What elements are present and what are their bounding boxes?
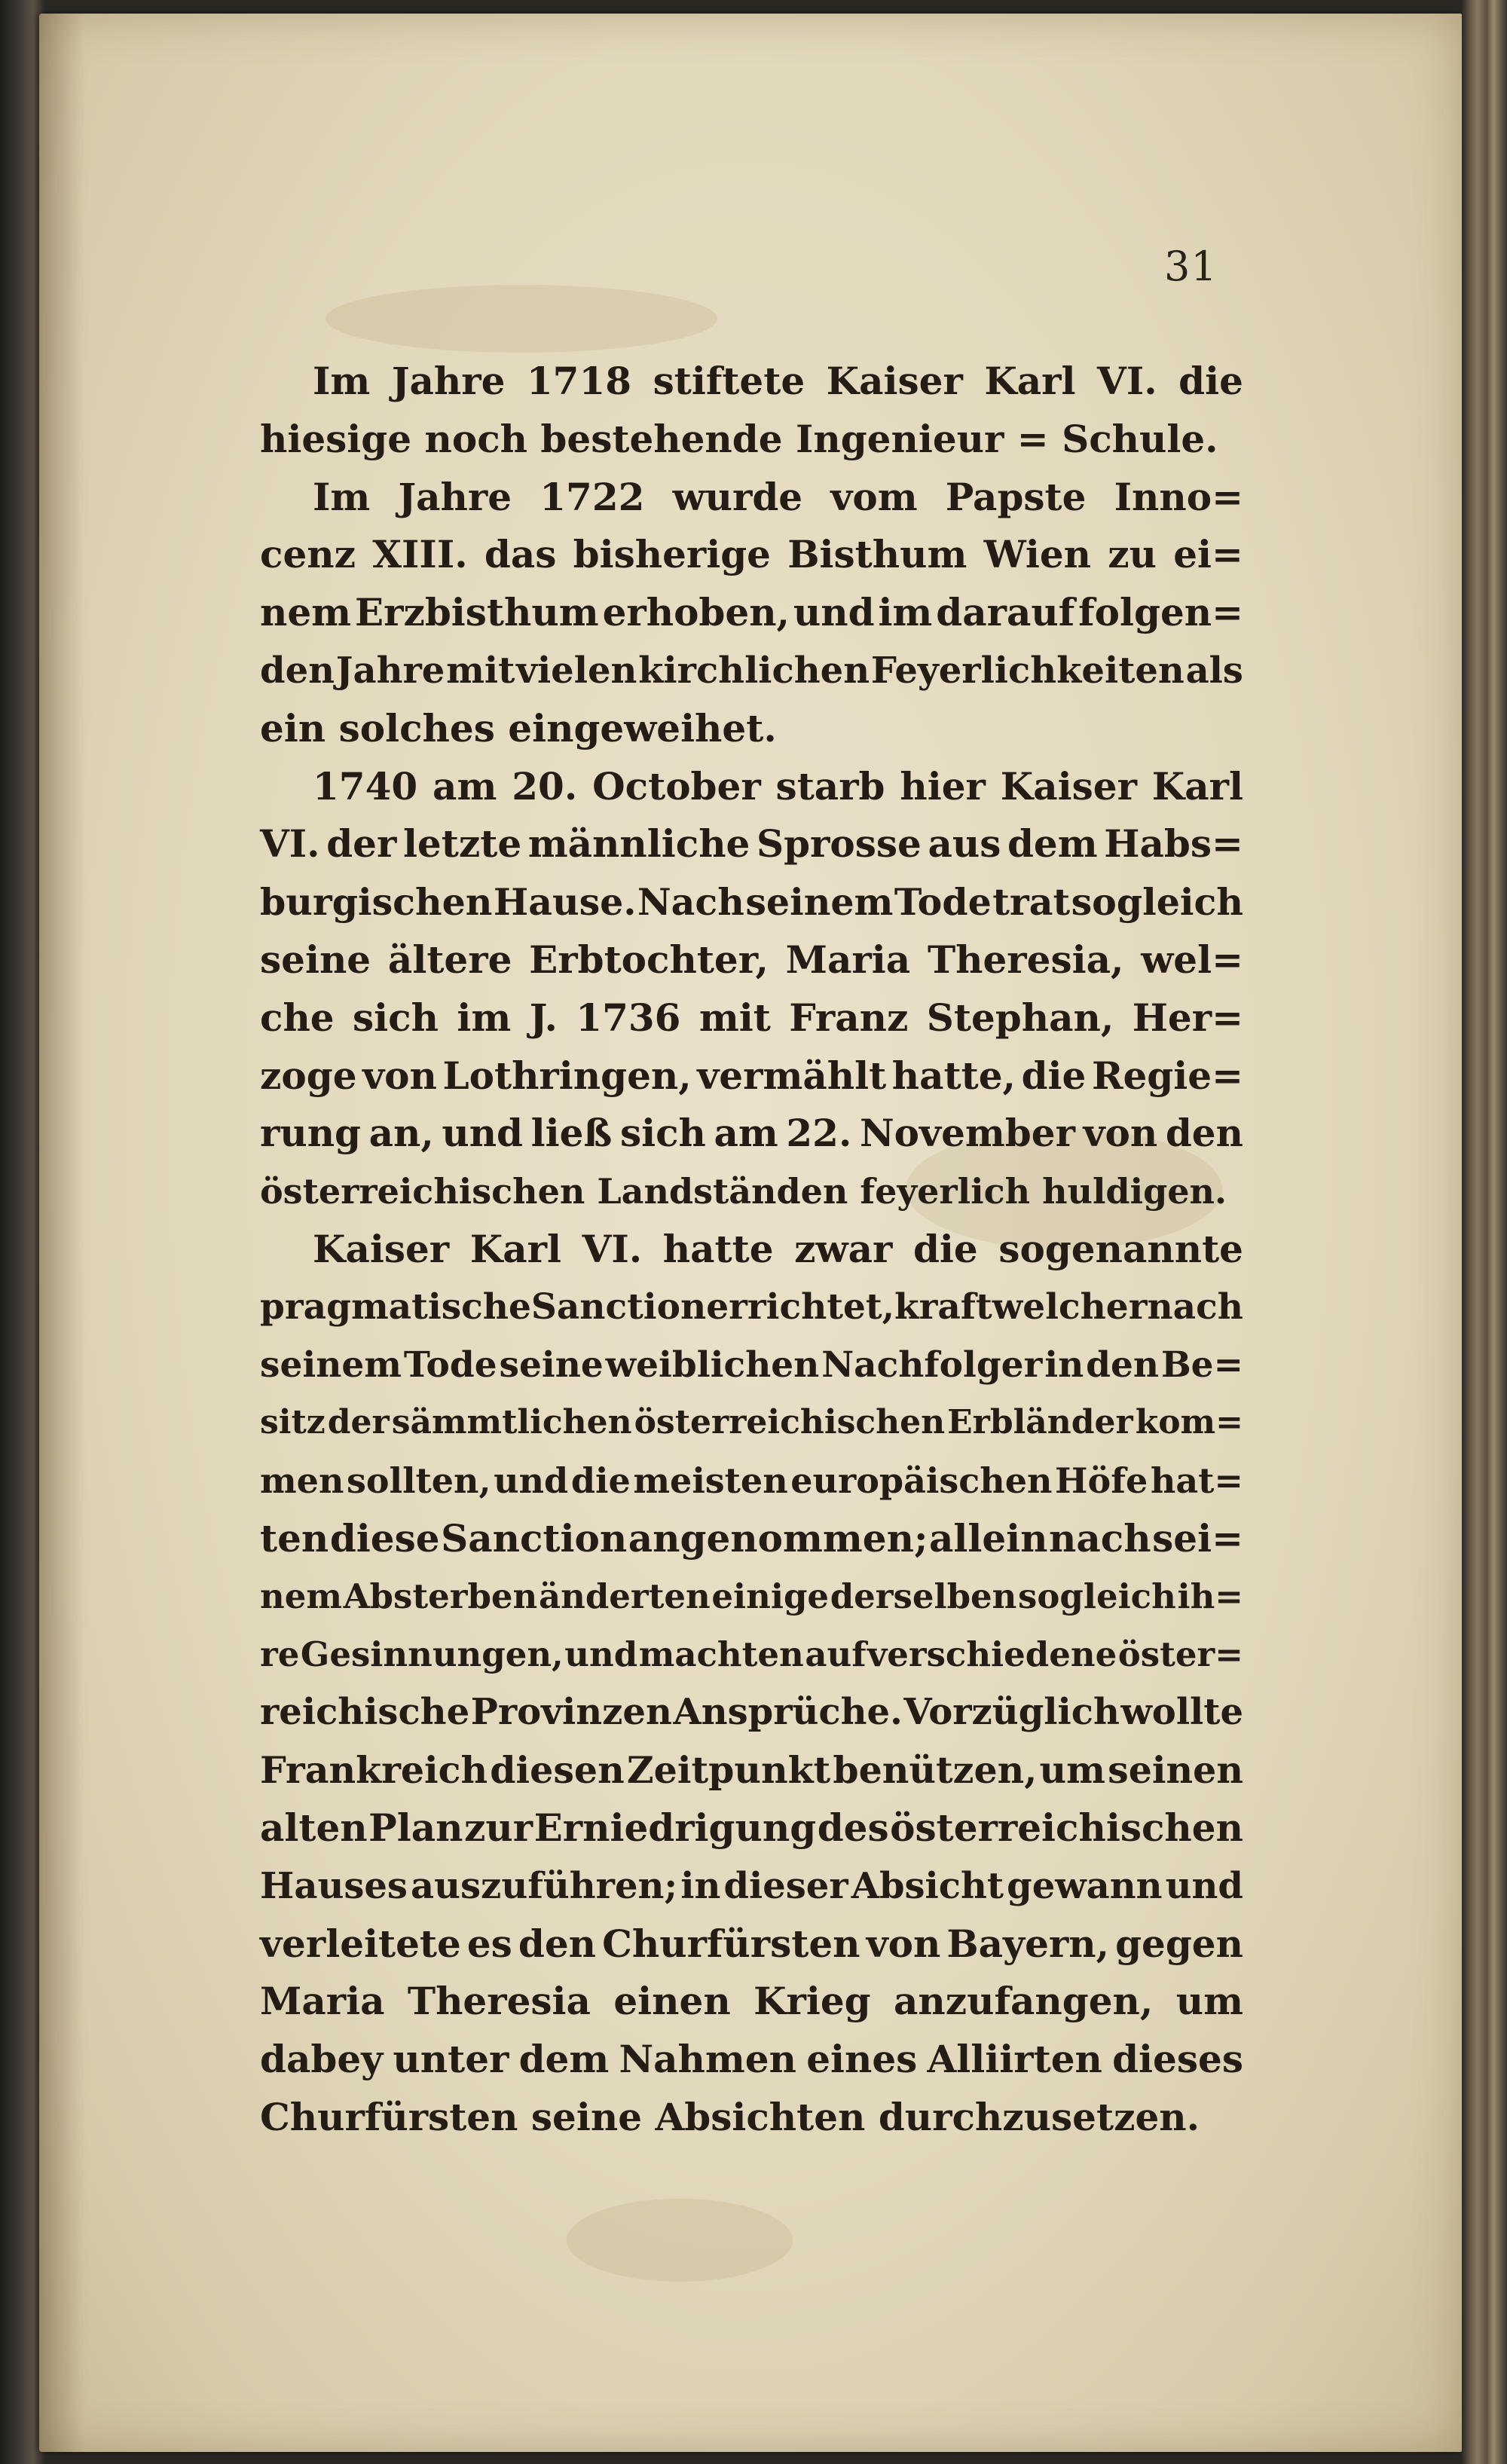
word: = xyxy=(1016,416,1049,461)
word: Frankreich xyxy=(260,1748,488,1793)
word: stiftete xyxy=(653,359,805,403)
text-line xyxy=(260,1279,1243,1337)
word: an, xyxy=(368,1111,434,1156)
word: unter xyxy=(393,2037,509,2082)
word: die xyxy=(912,1226,978,1271)
word: Erniedrigung xyxy=(533,1805,817,1850)
word: diesen xyxy=(490,1748,625,1793)
word: Im xyxy=(313,359,371,403)
word: Ansprüche. xyxy=(673,1691,903,1734)
word: Schule. xyxy=(1062,416,1218,461)
text-line xyxy=(260,1626,1243,1684)
text-line xyxy=(260,1973,1243,2031)
word: starb xyxy=(775,763,885,809)
word: seine xyxy=(499,1344,604,1386)
word: Absichten xyxy=(655,2094,866,2139)
word: sogleich xyxy=(1018,1576,1176,1616)
word: einige xyxy=(711,1576,830,1616)
text-line xyxy=(260,700,1243,758)
word: Churfürsten xyxy=(260,2094,518,2139)
word: sollten, xyxy=(347,1460,491,1502)
word: hiesige xyxy=(260,416,412,461)
word: bestehende xyxy=(540,416,783,461)
word: Be= xyxy=(1160,1344,1243,1386)
word: letzte xyxy=(402,821,522,867)
text-line xyxy=(260,815,1243,873)
word: ältere xyxy=(387,937,512,982)
text-line xyxy=(260,1337,1243,1395)
word: österreichischen xyxy=(260,1171,585,1212)
word: vielen xyxy=(516,649,637,692)
word: hat= xyxy=(1150,1460,1243,1502)
text-line xyxy=(260,1163,1243,1221)
word: Sanction xyxy=(530,1285,707,1328)
word: von xyxy=(362,1053,437,1098)
word: 1736 xyxy=(576,995,681,1040)
word: am xyxy=(433,763,497,809)
word: in xyxy=(1044,1344,1084,1386)
word: Absicht xyxy=(851,1864,1004,1907)
word: es xyxy=(466,1921,512,1966)
word: XIII. xyxy=(372,532,468,577)
word: angenommen; xyxy=(628,1515,928,1561)
text-line xyxy=(260,1510,1243,1568)
word: mit xyxy=(698,995,771,1040)
word: Maria xyxy=(785,937,911,982)
word: Karl xyxy=(469,1226,561,1271)
word: kraft xyxy=(894,1285,992,1328)
word: Stephan, xyxy=(926,995,1114,1040)
word: machten xyxy=(638,1634,804,1674)
word: Plan xyxy=(368,1805,463,1850)
word: solches xyxy=(338,705,495,751)
word: zu xyxy=(1108,532,1157,577)
word: nem xyxy=(260,1576,342,1616)
word: und xyxy=(442,1111,524,1156)
word: die xyxy=(570,1460,631,1502)
word: alten xyxy=(260,1805,368,1850)
word: Hause. xyxy=(493,880,637,925)
word: im xyxy=(878,590,933,635)
word: che xyxy=(260,995,335,1040)
word: J. xyxy=(529,995,558,1040)
word: der xyxy=(326,821,397,867)
word: Churfürsten xyxy=(602,1921,860,1966)
word: Sprosse xyxy=(756,821,922,867)
word: den xyxy=(1086,1344,1160,1386)
word: sämmtlichen xyxy=(391,1403,632,1442)
word: Maria xyxy=(260,1979,385,2024)
word: Jahre xyxy=(335,649,445,692)
word: 20. xyxy=(512,763,578,809)
word: rung xyxy=(260,1111,362,1156)
word: dem xyxy=(518,2037,610,2082)
word: Kaiser xyxy=(826,359,963,403)
word: diese xyxy=(329,1515,440,1561)
text-line xyxy=(260,758,1243,816)
word: huldigen. xyxy=(1042,1171,1227,1212)
word: hatte, xyxy=(891,1053,1016,1098)
word: von xyxy=(1083,1111,1158,1156)
word: des xyxy=(817,1805,889,1850)
word: 1740 xyxy=(313,763,418,809)
word: Erbländer xyxy=(947,1403,1133,1442)
word: ten xyxy=(260,1515,329,1561)
word: burgischen xyxy=(260,880,493,925)
word: Habs= xyxy=(1104,821,1243,867)
paper-stain xyxy=(567,2199,793,2282)
word: 1722 xyxy=(540,474,645,519)
word: ei= xyxy=(1173,532,1243,577)
word: Ingenieur xyxy=(795,416,1004,461)
word: aus xyxy=(928,821,1001,867)
word: der xyxy=(327,1403,390,1442)
page-number: 31 xyxy=(1164,243,1218,290)
text-line xyxy=(260,989,1243,1047)
text-line xyxy=(260,2089,1243,2147)
word: durchzusetzen. xyxy=(878,2094,1200,2139)
word: VI. xyxy=(260,821,320,867)
word: darauf xyxy=(936,590,1075,635)
text-line xyxy=(260,1047,1243,1105)
word: 1718 xyxy=(526,359,632,403)
text-line xyxy=(260,526,1243,584)
word: verschiedene xyxy=(867,1634,1117,1674)
word: kirchlichen xyxy=(638,649,870,692)
word: trat xyxy=(992,880,1071,925)
text-line xyxy=(260,1915,1243,1973)
word: kom= xyxy=(1135,1403,1243,1442)
word: die xyxy=(1021,1053,1087,1098)
word: seinem xyxy=(745,880,894,925)
body-text xyxy=(260,353,1243,2147)
word: die xyxy=(1178,359,1243,403)
word: Karl xyxy=(1151,763,1243,809)
word: Tode xyxy=(894,880,992,925)
word: nem xyxy=(260,590,352,635)
word: meisten xyxy=(633,1460,788,1502)
word: seinen xyxy=(1108,1748,1243,1793)
word: Inno= xyxy=(1114,474,1243,519)
word: zur xyxy=(464,1805,533,1850)
word: Kaiser xyxy=(313,1226,450,1271)
word: vom xyxy=(830,474,918,519)
word: benützen, xyxy=(833,1748,1038,1793)
text-line xyxy=(260,469,1243,527)
paper-stain xyxy=(326,285,717,353)
text-line xyxy=(260,1105,1243,1163)
word: sich xyxy=(353,995,439,1040)
word: wollte xyxy=(1120,1691,1243,1734)
word: November xyxy=(859,1111,1075,1156)
spine-shadow xyxy=(39,14,84,2452)
word: dabey xyxy=(260,2037,384,2082)
word: Bayern, xyxy=(946,1921,1110,1966)
word: dem xyxy=(1007,821,1098,867)
word: allein xyxy=(928,1515,1048,1561)
text-line xyxy=(260,1452,1243,1510)
word: zwar xyxy=(794,1226,893,1271)
word: hier xyxy=(900,763,986,809)
word: Regie= xyxy=(1091,1053,1243,1098)
word: Her= xyxy=(1132,995,1243,1040)
word: Nach xyxy=(637,880,744,925)
word: Landständen xyxy=(597,1171,848,1212)
word: pragmatische xyxy=(260,1285,531,1328)
word: Papste xyxy=(945,474,1087,519)
word: men xyxy=(260,1460,344,1502)
word: mit xyxy=(446,649,515,692)
word: errichtet, xyxy=(706,1285,894,1328)
word: Nahmen xyxy=(619,2037,796,2082)
word: zoge xyxy=(260,1053,357,1098)
text-line xyxy=(260,931,1243,989)
word: um xyxy=(1039,1748,1106,1793)
word: ließ xyxy=(530,1111,613,1156)
word: welcher xyxy=(992,1285,1148,1328)
word: europäischen xyxy=(790,1460,1053,1502)
word: sei= xyxy=(1152,1515,1243,1561)
word: Wien xyxy=(983,532,1092,577)
word: noch xyxy=(424,416,527,461)
text-line xyxy=(260,411,1243,469)
word: Tode xyxy=(403,1344,497,1386)
word: sich xyxy=(619,1111,706,1156)
word: von xyxy=(866,1921,941,1966)
word: Sanction xyxy=(441,1515,628,1561)
word: Erzbisthum xyxy=(354,590,599,635)
word: Theresia xyxy=(407,1979,591,2024)
text-line xyxy=(260,1741,1243,1799)
word: männliche xyxy=(527,821,750,867)
text-line xyxy=(260,353,1243,411)
word: seine xyxy=(530,2094,643,2139)
word: VI. xyxy=(1097,359,1157,403)
word: österreichischen xyxy=(890,1805,1243,1850)
word: Bisthum xyxy=(787,532,967,577)
word: anzufangen, xyxy=(894,1979,1154,2024)
text-line xyxy=(260,2031,1243,2089)
word: nach xyxy=(1147,1285,1243,1328)
word: Franz xyxy=(789,995,909,1040)
text-line xyxy=(260,642,1243,700)
word: Höfe xyxy=(1055,1460,1148,1502)
word: Karl xyxy=(984,359,1076,403)
book-edge xyxy=(1462,0,1507,2464)
word: eines xyxy=(806,2037,918,2082)
word: derselben xyxy=(830,1576,1017,1616)
word: den xyxy=(1165,1111,1243,1156)
word: gewann xyxy=(1007,1864,1163,1907)
word: Kaiser xyxy=(1000,763,1137,809)
word: dieses xyxy=(1112,2037,1243,2082)
word: einen xyxy=(613,1979,731,2024)
word: und xyxy=(1165,1864,1243,1907)
word: den xyxy=(260,649,335,692)
word: nach xyxy=(1049,1515,1151,1561)
word: ih= xyxy=(1177,1576,1243,1616)
word: Im xyxy=(313,474,371,519)
text-line xyxy=(260,873,1243,931)
word: feyerlich xyxy=(860,1171,1031,1212)
text-line xyxy=(260,1857,1243,1915)
word: folgen= xyxy=(1078,590,1243,635)
text-line xyxy=(260,1799,1243,1857)
word: den xyxy=(518,1921,597,1966)
text-line xyxy=(260,1221,1243,1279)
word: Erbtochter, xyxy=(529,937,769,982)
word: sitz xyxy=(260,1403,326,1442)
word: weiblichen xyxy=(605,1344,820,1386)
word: Provinzen xyxy=(470,1691,672,1734)
word: Jahre xyxy=(398,474,512,519)
word: seinem xyxy=(260,1344,402,1386)
word: wurde xyxy=(672,474,803,519)
text-line xyxy=(260,1568,1243,1626)
word: verleitete xyxy=(260,1921,461,1966)
word: änderten xyxy=(538,1576,711,1616)
word: Vorzüglich xyxy=(903,1691,1120,1734)
word: October xyxy=(592,763,761,809)
word: reichische xyxy=(260,1691,470,1734)
word: wel= xyxy=(1141,937,1243,982)
word: erhoben, xyxy=(602,590,790,635)
word: Absterben xyxy=(343,1576,538,1616)
word: ein xyxy=(260,705,326,751)
word: am xyxy=(714,1111,778,1156)
word: Zeitpunkt xyxy=(626,1748,831,1793)
word: seine xyxy=(260,937,371,982)
word: Feyerlichkeiten xyxy=(870,649,1185,692)
word: Nachfolger xyxy=(821,1344,1043,1386)
word: öster= xyxy=(1117,1634,1243,1674)
word: und xyxy=(793,590,875,635)
word: sogleich xyxy=(1071,880,1243,925)
word: und xyxy=(564,1634,638,1674)
word: Theresia, xyxy=(927,937,1124,982)
word: und xyxy=(494,1460,569,1502)
word: 22. xyxy=(786,1111,852,1156)
word: re xyxy=(260,1634,300,1674)
word: auszuführen; xyxy=(411,1864,678,1907)
word: das xyxy=(484,532,557,577)
word: bisherige xyxy=(573,532,771,577)
word: Alliirten xyxy=(927,2037,1102,2082)
word: VI. xyxy=(582,1226,643,1271)
word: Krieg xyxy=(754,1979,871,2024)
word: Hauses xyxy=(260,1864,408,1907)
word: um xyxy=(1175,1979,1243,2024)
word: Jahre xyxy=(391,359,506,403)
word: hatte xyxy=(662,1226,774,1271)
word: dieser xyxy=(723,1864,848,1907)
word: österreichischen xyxy=(634,1403,946,1442)
text-line xyxy=(260,1394,1243,1452)
word: cenz xyxy=(260,532,356,577)
word: Gesinnungen, xyxy=(300,1634,564,1674)
text-line xyxy=(260,584,1243,642)
word: eingeweihet. xyxy=(508,705,777,751)
word: auf xyxy=(805,1634,867,1674)
word: Lothringen, xyxy=(442,1053,692,1098)
word: als xyxy=(1185,649,1243,692)
word: vermählt xyxy=(697,1053,887,1098)
word: im xyxy=(457,995,512,1040)
text-line xyxy=(260,1683,1243,1741)
word: sogenannte xyxy=(998,1226,1243,1271)
word: in xyxy=(680,1864,721,1907)
word: gegen xyxy=(1115,1921,1243,1966)
